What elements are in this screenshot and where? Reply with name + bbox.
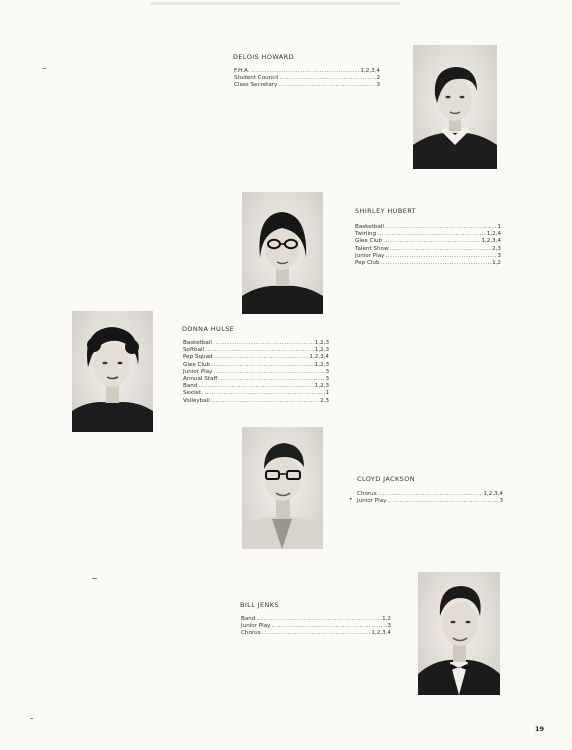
student-name: DONNA HULSE <box>182 325 235 333</box>
activity-line: Basketball ..... 1 <box>355 224 501 231</box>
scan-speck <box>30 718 33 719</box>
activity-line: Pep Club ..... 1,2 <box>355 260 501 267</box>
activity-line: Junior Play ..... 3 <box>241 623 391 630</box>
activity-line: Volleyball ..... 2,3 <box>183 398 329 405</box>
student-portrait <box>72 311 153 432</box>
activity-line: Band ..... 1,2 <box>241 616 391 623</box>
activity-line: Twirling ..... 1,2,4 <box>355 231 501 238</box>
student-portrait <box>418 572 500 695</box>
activity-line: Class Secretary ..... 3 <box>234 82 380 89</box>
activity-list <box>357 491 503 505</box>
activity-line: Sextet ..... 1 <box>183 390 329 397</box>
activity-line: Pep Squad ..... 1,2,3,4 <box>183 354 329 361</box>
activity-list <box>241 616 391 638</box>
activity-list <box>355 224 501 267</box>
scan-speck <box>43 68 46 69</box>
scan-speck <box>92 578 97 579</box>
activity-line: Glee Club ..... 1,2,3,4 <box>355 238 501 245</box>
activity-line: Softball ..... 1,2,3 <box>183 347 329 354</box>
activity-line: F.H.A. ..... 1,2,3,4 <box>234 68 380 75</box>
activity-line: Junior Play ..... 3 <box>355 253 501 260</box>
student-name: BILL JENKS <box>240 601 279 609</box>
page-number: 19 <box>534 725 544 733</box>
activity-line: Glee Club ..... 1,2,3 <box>183 362 329 369</box>
activity-line: Junior Play ..... 3 <box>357 498 503 505</box>
activity-line: Band ..... 1,2,3 <box>183 383 329 390</box>
ink-mark: • <box>349 496 353 503</box>
student-name: SHIRLEY HUBERT <box>355 207 417 215</box>
activity-line: Basketball ..... 1,2,3 <box>183 340 329 347</box>
activity-line: Annual Staff ..... 3 <box>183 376 329 383</box>
student-portrait <box>242 427 323 549</box>
activity-line: Chorus ..... 1,2,3,4 <box>357 491 503 498</box>
student-name: CLOYD JACKSON <box>357 475 415 483</box>
activity-line: Chorus ..... 1,2,3,4 <box>241 630 391 637</box>
student-name: DELOIS HOWARD <box>233 53 294 61</box>
activity-line: Junior Play ..... 3 <box>183 369 329 376</box>
activity-list <box>183 340 329 405</box>
student-portrait <box>413 45 497 169</box>
activity-line: Talent Show ..... 2,3 <box>355 246 501 253</box>
activity-line: Student Council ..... 2 <box>234 75 380 82</box>
student-portrait <box>242 192 323 314</box>
activity-list <box>234 68 380 90</box>
scan-edge-line <box>150 2 400 5</box>
